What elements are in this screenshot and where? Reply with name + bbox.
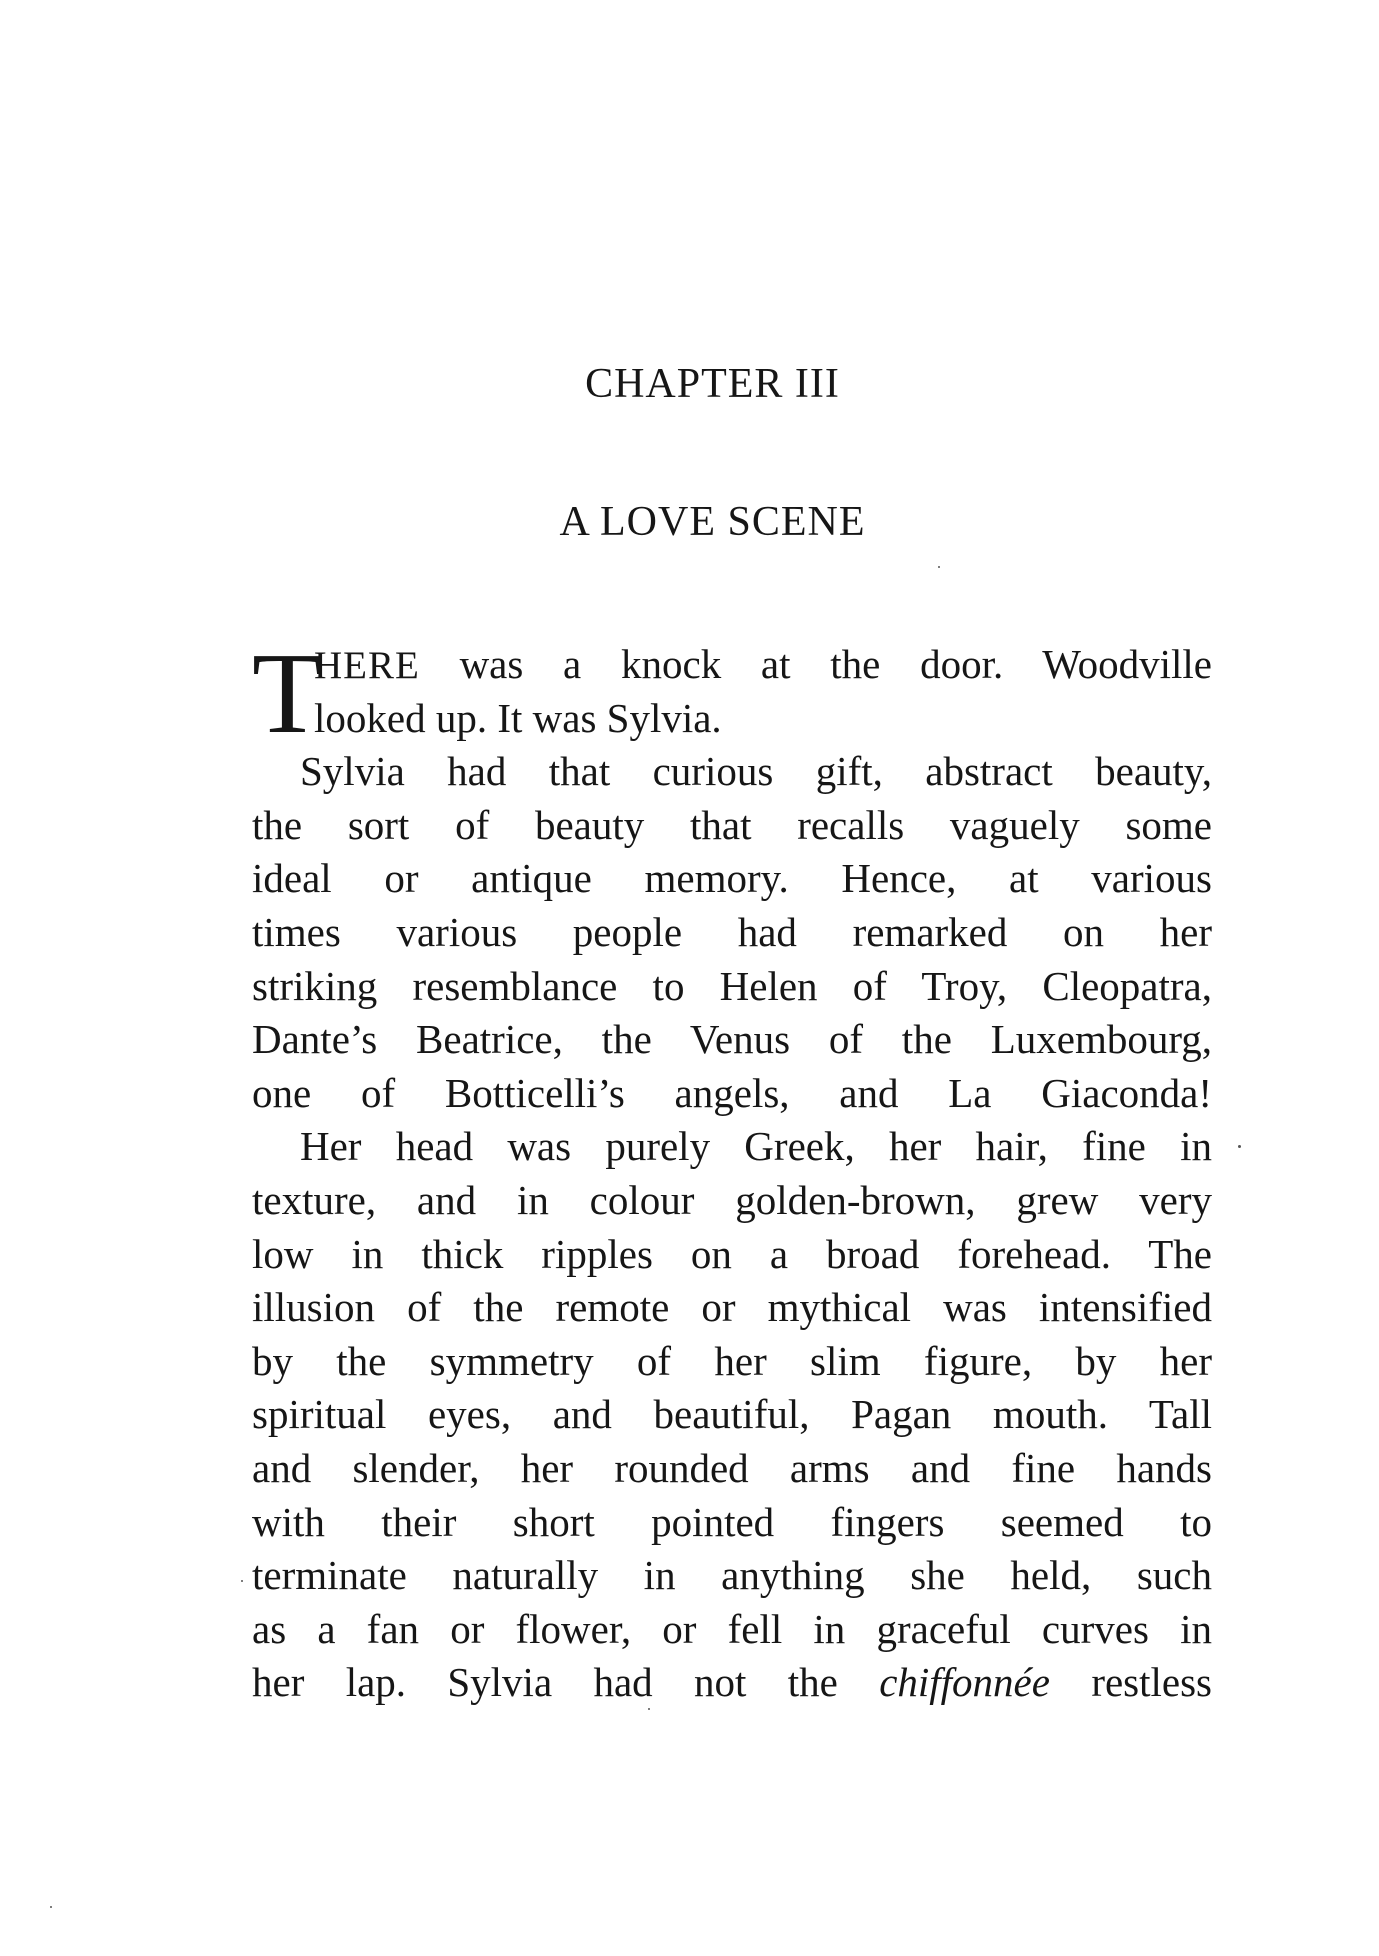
text-line: as a fan or flower, or fell in graceful curves in bbox=[252, 1605, 1212, 1652]
text-line: Her head was purely Greek, her hair, fine in bbox=[300, 1123, 1212, 1170]
text-line: Sylvia had that curious gift, abstract beauty, bbox=[300, 748, 1212, 795]
scan-speck bbox=[648, 1708, 650, 1710]
text-line: Dante’s Beatrice, the Venus of the Luxembourg, bbox=[252, 1016, 1212, 1063]
text-line: times various people had remarked on her bbox=[252, 908, 1212, 955]
scan-speck bbox=[1238, 1145, 1241, 1148]
text-line: by the symmetry of her slim figure, by her bbox=[252, 1337, 1212, 1384]
first-word-smallcaps: HERE bbox=[314, 644, 420, 687]
italic-word: chiffonnée bbox=[879, 1659, 1050, 1706]
text-line bbox=[252, 1656, 1212, 1710]
text-line: with their short pointed fingers seemed to bbox=[252, 1498, 1212, 1545]
scan-speck bbox=[50, 1906, 52, 1908]
last-line-before: her lap. Sylvia had not the bbox=[252, 1659, 838, 1706]
text-line: ideal or antique memory. Hence, at various bbox=[252, 855, 1212, 902]
text-line bbox=[252, 638, 1212, 692]
drop-cap: T bbox=[252, 630, 323, 758]
text-line: texture, and in colour golden-brown, grew very bbox=[252, 1176, 1212, 1223]
text-line: one of Botticelli’s angels, and La Giaconda! bbox=[252, 1069, 1212, 1116]
text-line: striking resemblance to Helen of Troy, Cleopatra, bbox=[252, 962, 1212, 1009]
text-line: and slender, her rounded arms and fine hands bbox=[252, 1444, 1212, 1491]
text-line: looked up. It was Sylvia. bbox=[314, 694, 722, 741]
scan-speck bbox=[938, 566, 940, 568]
scan-speck bbox=[241, 1580, 243, 1582]
text-line: the sort of beauty that recalls vaguely some bbox=[252, 801, 1212, 848]
text-line: low in thick ripples on a broad forehead. The bbox=[252, 1230, 1212, 1277]
last-line-after: restless bbox=[1091, 1659, 1213, 1706]
text-line: terminate naturally in anything she held, such bbox=[252, 1552, 1212, 1599]
text-line: spiritual eyes, and beautiful, Pagan mouth. Tall bbox=[252, 1391, 1212, 1438]
text-line: illusion of the remote or mythical was intensified bbox=[252, 1284, 1212, 1331]
chapter-title: A LOVE SCENE bbox=[559, 499, 866, 545]
chapter-body bbox=[252, 630, 1213, 1710]
chapter-number: CHAPTER III bbox=[585, 361, 840, 407]
line-1-rest: was a knock at the door. Woodville bbox=[459, 641, 1212, 687]
